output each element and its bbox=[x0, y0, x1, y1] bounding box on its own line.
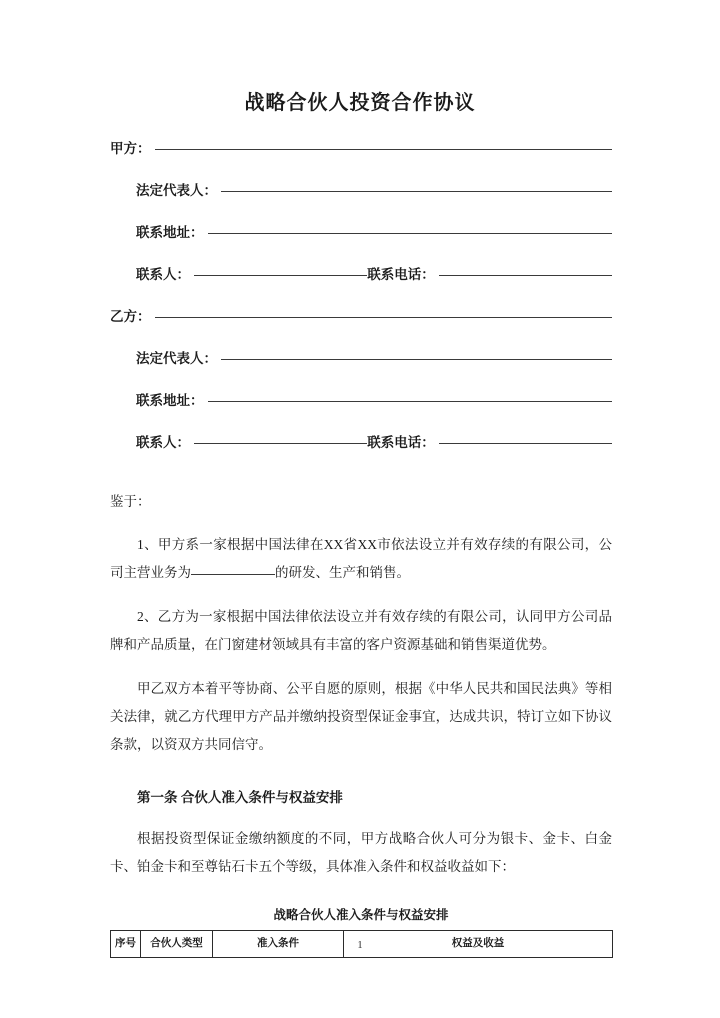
recitals-heading: 鉴于： bbox=[110, 494, 151, 509]
party-a-contact-row bbox=[110, 263, 612, 283]
article-one-heading: 第一条 合伙人准入条件与权益安排 bbox=[137, 790, 343, 806]
page-title: 战略合伙人投资合作协议 bbox=[244, 92, 476, 114]
party-a-address-label: 联系地址： bbox=[136, 225, 204, 240]
party-b-legal-rep-blank[interactable] bbox=[221, 359, 612, 360]
party-b-legal-rep-row bbox=[110, 347, 612, 367]
main-business-blank[interactable] bbox=[191, 574, 275, 575]
party-b-contact-label: 联系人： bbox=[136, 435, 190, 450]
party-b-address-label: 联系地址： bbox=[136, 393, 204, 408]
party-a-contact-blank[interactable] bbox=[194, 275, 367, 276]
party-b-address-blank[interactable] bbox=[208, 401, 613, 402]
party-b-contact-row bbox=[110, 431, 612, 451]
preamble-paragraph: 甲乙双方本着平等协商、公平自愿的原则，根据《中华人民共和国民法典》等相关法律，就乙方代理甲方产品并缴纳投资型保证金事宜，达成共识，特订立如下协议条款，以资双方共同信守。 bbox=[110, 680, 612, 753]
party-b-phone-blank[interactable] bbox=[439, 443, 612, 444]
party-a-address-row bbox=[110, 221, 612, 241]
party-b-contact-blank[interactable] bbox=[194, 443, 367, 444]
party-b-name-row bbox=[110, 305, 612, 325]
party-a-contact-label: 联系人： bbox=[136, 267, 190, 282]
party-a-phone-label: 联系电话： bbox=[367, 267, 435, 282]
table-header-benefits: 权益及收益 bbox=[344, 930, 613, 957]
article-one-paragraph: 根据投资型保证金缴纳额度的不同，甲方战略合伙人可分为银卡、金卡、白金卡、铂金卡和至尊钻石卡五个等级，具体准入条件和权益收益如下： bbox=[110, 830, 612, 874]
recital-item-1-text-before: 1、甲方系一家根据中国法律在XX省XX市依法设立并有效存续的有限公司，公司主营业务为 bbox=[110, 536, 612, 580]
party-b-address-row bbox=[110, 389, 612, 409]
table-header-entry-condition: 准入条件 bbox=[213, 930, 344, 957]
party-b-label: 乙方： bbox=[110, 309, 151, 324]
party-b-name-blank[interactable] bbox=[155, 317, 613, 318]
recital-item-2: 2、乙方为一家根据中国法律依法设立并有效存续的有限公司，认同甲方公司品牌和产品质量，在门窗建材领域具有丰富的客户资源基础和销售渠道优势。 bbox=[110, 608, 612, 652]
page-number: 1 bbox=[357, 940, 363, 951]
party-b-block bbox=[110, 305, 612, 451]
recital-item-1-text-after: 的研发、生产和销售。 bbox=[275, 564, 410, 580]
party-a-name-blank[interactable] bbox=[155, 149, 613, 150]
table-caption: 战略合伙人准入条件与权益安排 bbox=[273, 907, 449, 922]
table-header-no: 序号 bbox=[111, 930, 141, 957]
party-a-block bbox=[110, 137, 612, 283]
document-body bbox=[0, 137, 720, 958]
table-header-partner-type: 合伙人类型 bbox=[141, 930, 213, 957]
party-a-address-blank[interactable] bbox=[208, 233, 613, 234]
party-a-legal-rep-label: 法定代表人： bbox=[136, 183, 217, 198]
party-a-phone-blank[interactable] bbox=[439, 275, 612, 276]
party-a-name-row bbox=[110, 137, 612, 157]
party-a-label: 甲方： bbox=[110, 141, 151, 156]
party-b-phone-label: 联系电话： bbox=[367, 435, 435, 450]
party-a-legal-rep-blank[interactable] bbox=[221, 191, 612, 192]
party-a-legal-rep-row bbox=[110, 179, 612, 199]
recital-item-1 bbox=[110, 531, 612, 587]
party-b-legal-rep-label: 法定代表人： bbox=[136, 351, 217, 366]
